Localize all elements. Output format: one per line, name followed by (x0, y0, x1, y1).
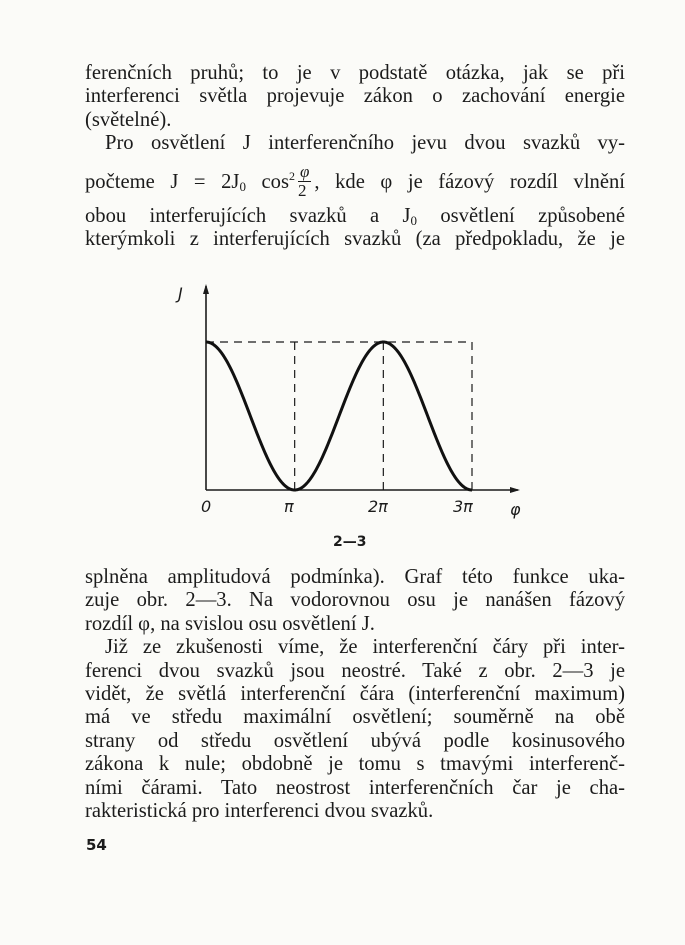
text-line: vidět, že světlá interferenční čára (interferenční maximum) (85, 682, 625, 705)
y-axis-arrow (203, 284, 209, 294)
text-line: ními čárami. Tato neostrost interferenčních čar je cha- (85, 776, 625, 799)
text-line: rakteristická pro interferenci dvou svazků. (85, 799, 434, 822)
cos-text: cos (245, 171, 289, 194)
text-line: ferenci dvou svazků jsou neostré. Také z obr. 2—3 je (85, 659, 625, 682)
text-line: ferenčních pruhů; to je v podstatě otázka, jak se při (85, 62, 625, 84)
text-line: Pro osvětlení J interferenčního jevu dvou svazků vy- (105, 132, 625, 155)
text-block-top (85, 62, 625, 156)
text-line: rozdíl φ, na svislou osu osvětlení J. (85, 612, 375, 635)
text-block-bottom (85, 566, 625, 823)
text-line (85, 205, 625, 228)
page-number: 54 (86, 836, 107, 854)
tick-label-3pi: 3π (453, 497, 473, 516)
fraction-numerator: φ (299, 165, 310, 181)
cosine-squared-graph (170, 278, 540, 528)
subscript-zero: 0 (410, 213, 418, 228)
text-line: (světelné). (85, 108, 172, 131)
text-line: zákona k nule; obdobně je tomu s tmavými interferenč- (85, 753, 625, 776)
text-line: zuje obr. 2—3. Na vodorovnou osu je nanášen fázový (85, 589, 625, 612)
x-axis-label: φ (510, 500, 521, 519)
formula-end: , kde φ je fázový rozdíl vlnění (314, 171, 625, 194)
text-line: strany od středu osvětlení ubývá podle kosinusového (85, 729, 625, 752)
text-line: má ve středu maximální osvětlení; souměrně na obě (85, 706, 625, 729)
formula-line (85, 165, 625, 197)
text-segment: osvětlení způsobené (417, 205, 625, 227)
text-line: Již ze zkušenosti víme, že interferenční čáry při inter- (105, 636, 625, 659)
formula-row (85, 165, 625, 197)
text-line: interferenci světla projevuje zákon o zachování energie (85, 85, 625, 108)
x-axis-arrow (510, 487, 520, 493)
tick-label-pi: π (284, 497, 294, 516)
tick-label-0: 0 (201, 497, 212, 516)
tick-label-2pi: 2π (368, 497, 388, 516)
subscript-zero: 0 (239, 179, 246, 195)
text-line: kterýmkoli z interferujících svazků (za předpokladu, že je (85, 228, 625, 251)
figure-caption: 2—3 (333, 534, 367, 550)
y-axis-label: J (178, 284, 183, 303)
text-line: splněna amplitudová podmínka). Graf této funkce uka- (85, 566, 625, 588)
fraction (298, 165, 311, 197)
text-block-top-2 (85, 205, 625, 252)
fraction-denominator: 2 (297, 181, 307, 197)
intensity-curve (206, 342, 472, 490)
figure-2-3 (170, 278, 540, 533)
formula-start: počteme J = 2J (85, 171, 240, 194)
superscript-two: 2 (288, 169, 295, 184)
text-segment: obou interferujících svazků a J (85, 205, 411, 227)
